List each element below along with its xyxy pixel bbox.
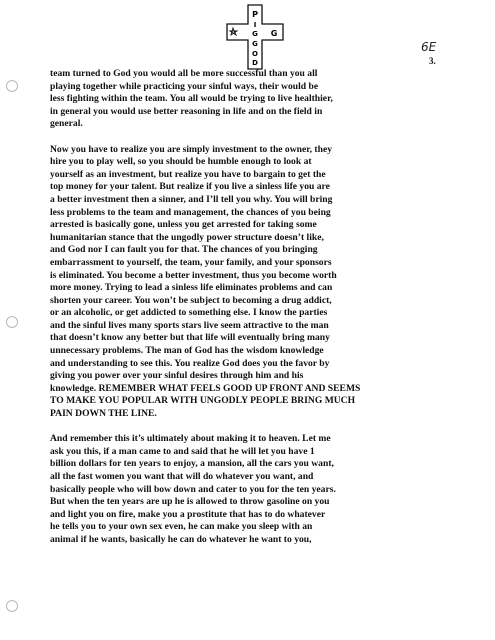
text-line: yourself as an investment, but realize you have to bargain to get the bbox=[50, 168, 326, 180]
text-line: less fighting within the team. You all would be trying to live healthier, bbox=[50, 93, 333, 105]
punch-hole bbox=[6, 316, 18, 328]
text-line: that doesn’t know any better but that life will eventually bring many bbox=[50, 332, 330, 344]
svg-text:G: G bbox=[270, 29, 278, 38]
paragraph bbox=[50, 68, 478, 131]
text-line: more money. Trying to lead a sinless life eliminates problems and can bbox=[50, 282, 333, 294]
text-line: giving you power over your sinful desires through him and his bbox=[50, 370, 304, 382]
text-line: playing together while practicing your sinful ways, their would be bbox=[50, 80, 319, 92]
text-line: or an alcoholic, or get addicted to something else. I know the parties bbox=[50, 307, 328, 319]
text-line: But when the ten years are up he is allowed to throw gasoline on you bbox=[50, 496, 330, 508]
logo-letter: O bbox=[252, 50, 258, 58]
text-line: TO MAKE YOU POPULAR WITH UNGODLY PEOPLE BRING MUCH bbox=[50, 395, 356, 407]
logo-letter: I bbox=[253, 21, 257, 29]
text-line: And remember this it’s ultimately about making it to heaven. Let me bbox=[50, 433, 331, 445]
logo-letter: G bbox=[252, 30, 258, 38]
text-line: humanitarian stance that the ungodly power structure doesn’t like, bbox=[50, 231, 324, 243]
text-line: ask you this, if a man came to and said that he will let you have 1 bbox=[50, 445, 315, 457]
text-line: less problems to the team and management, the chances of you being bbox=[50, 206, 331, 218]
text-line: knowledge. REMEMBER WHAT FEELS GOOD UP FRONT AND SEEMS bbox=[50, 382, 361, 394]
page-number: 3. bbox=[429, 56, 436, 66]
text-line: general. bbox=[50, 118, 83, 130]
text-line: and light you on fire, make you a prostitute that has to do whatever bbox=[50, 508, 326, 520]
text-line: top money for your talent. But realize if you live a sinless life you are bbox=[50, 181, 330, 193]
text-line: is eliminated. You become a better investment, thus you become worth bbox=[50, 269, 337, 281]
text-line: and the sinful lives many sports stars live seem attractive to the man bbox=[50, 319, 329, 331]
text-line: animal if he wants, basically he can do whatever he want to you, bbox=[50, 533, 312, 545]
text-line: Now you have to realize you are simply investment to the owner, they bbox=[50, 143, 333, 155]
punch-hole bbox=[6, 600, 18, 612]
punch-hole bbox=[6, 80, 18, 92]
text-line: basically people who will bow down and cater to you for the ten years. bbox=[50, 483, 336, 495]
logo-letter: P bbox=[252, 10, 258, 19]
text-line: team turned to God you would all be more successful than you all bbox=[50, 68, 318, 79]
text-line: in general you would use better reasoning in life and on the field in bbox=[50, 105, 323, 117]
text-line: hire you to play well, so you should be humble enough to look at bbox=[50, 156, 312, 168]
text-line: all the fast women you want that will do whatever you want, and bbox=[50, 471, 314, 482]
text-line: arrested is basically gone, unless you get arrested for taking some bbox=[50, 219, 317, 231]
text-line: billion dollars for ten years to enjoy, a mansion, all the cars you want, bbox=[50, 458, 334, 470]
text-line: he tells you to your own sex even, he can make you sleep with an bbox=[50, 521, 313, 533]
text-line: and understanding to see this. You realize God does you the favor by bbox=[50, 357, 330, 369]
text-line: embarrassment to yourself, the team, your family, and your sponsors bbox=[50, 256, 332, 268]
body-text bbox=[50, 68, 478, 559]
text-line: unnecessary problems. The man of God has the wisdom knowledge bbox=[50, 345, 324, 357]
text-line: a better investment then a sinner, and I’ll tell you why. You will bring bbox=[50, 193, 333, 205]
logo-letter: G bbox=[252, 40, 258, 48]
paragraph bbox=[50, 433, 478, 546]
text-line: shorten your career. You won’t be subject to becoming a drug addict, bbox=[50, 294, 332, 306]
paragraph bbox=[50, 144, 478, 421]
logo-letter: D bbox=[252, 59, 258, 67]
text-line: and God nor I can fault you for that. The chances of you bringing bbox=[50, 244, 318, 256]
text-line: PAIN DOWN THE LINE. bbox=[50, 408, 157, 420]
cross-logo-icon bbox=[220, 2, 290, 72]
handwritten-mark: 6E bbox=[421, 40, 437, 54]
